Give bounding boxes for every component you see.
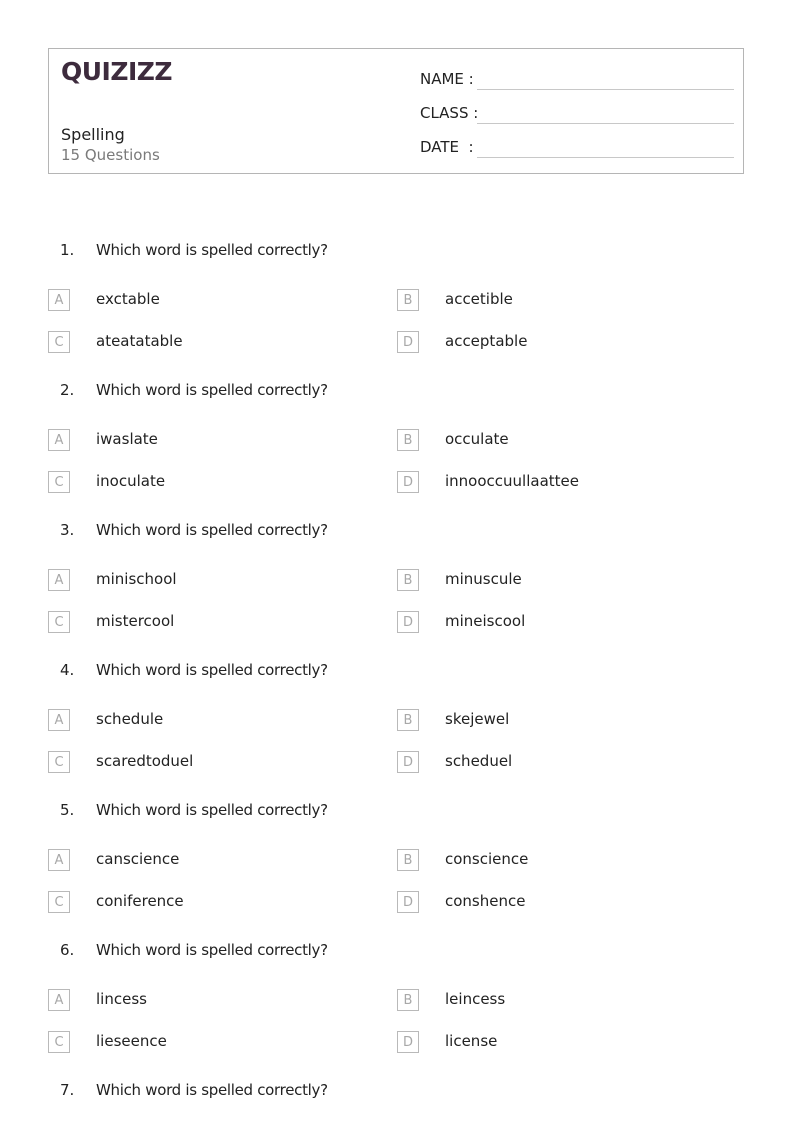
question-text: Which word is spelled correctly? [96,1081,328,1099]
answer-option[interactable] [397,289,697,313]
option-text: coniference [96,892,184,910]
option-text: exctable [96,290,160,308]
question-text: Which word is spelled correctly? [96,241,328,259]
answer-option[interactable] [397,611,697,635]
option-letter-box[interactable]: A [48,289,70,311]
date-field[interactable] [420,134,734,158]
question-number: 4. [60,661,75,679]
question-number: 3. [60,521,75,539]
option-text: canscience [96,850,180,868]
answer-option[interactable] [48,331,348,355]
question [0,801,794,825]
option-text: license [445,1032,498,1050]
answer-option[interactable] [48,751,348,775]
question [0,1081,794,1105]
option-letter-box[interactable]: C [48,611,70,633]
option-letter-box[interactable]: C [48,471,70,493]
option-text: lincess [96,990,147,1008]
answer-option[interactable] [48,849,348,873]
option-letter-box[interactable]: A [48,569,70,591]
option-letter-box[interactable]: B [397,849,419,871]
option-text: iwaslate [96,430,158,448]
question [0,661,794,685]
option-text: skejewel [445,710,510,728]
option-letter-box[interactable]: D [397,891,419,913]
question-number: 5. [60,801,75,819]
option-letter-box[interactable]: B [397,709,419,731]
option-letter-box[interactable]: A [48,849,70,871]
answer-option[interactable] [397,709,697,733]
question-text: Which word is spelled correctly? [96,941,328,959]
answer-option[interactable] [397,429,697,453]
question [0,241,794,265]
option-text: inoculate [96,472,166,490]
question-number: 2. [60,381,75,399]
answer-option[interactable] [48,891,348,915]
question-number: 1. [60,241,75,259]
question [0,941,794,965]
answer-option[interactable] [48,709,348,733]
option-text: mineiscool [445,612,526,630]
option-letter-box[interactable]: D [397,471,419,493]
option-text: accetible [445,290,513,308]
answer-option[interactable] [397,989,697,1013]
option-letter-box[interactable]: D [397,751,419,773]
quizizz-logo: QUIZIZZ [61,57,173,86]
option-letter-box[interactable]: A [48,429,70,451]
worksheet-title: Spelling [61,125,125,144]
question-count: 15 Questions [61,146,160,164]
option-letter-box[interactable]: A [48,989,70,1011]
answer-option[interactable] [48,1031,348,1055]
class-line[interactable] [477,123,734,124]
option-letter-box[interactable]: D [397,611,419,633]
answer-option[interactable] [48,471,348,495]
answer-option[interactable] [397,331,697,355]
option-letter-box[interactable]: C [48,891,70,913]
option-text: scheduel [445,752,513,770]
question-text: Which word is spelled correctly? [96,801,328,819]
option-letter-box[interactable]: C [48,1031,70,1053]
worksheet-header [48,48,744,174]
answer-option[interactable] [397,751,697,775]
option-text: minuscule [445,570,522,588]
answer-option[interactable] [397,471,697,495]
option-letter-box[interactable]: D [397,331,419,353]
answer-option[interactable] [48,989,348,1013]
option-text: minischool [96,570,177,588]
name-label: NAME : [420,70,474,88]
class-field[interactable] [420,100,734,124]
option-text: ateatatable [96,332,183,350]
answer-option[interactable] [48,429,348,453]
answer-option[interactable] [397,1031,697,1055]
option-letter-box[interactable]: B [397,429,419,451]
answer-option[interactable] [48,569,348,593]
class-label: CLASS : [420,104,479,122]
option-letter-box[interactable]: C [48,331,70,353]
option-text: conshence [445,892,526,910]
date-line[interactable] [477,157,734,158]
question [0,381,794,405]
option-text: schedule [96,710,164,728]
answer-option[interactable] [397,569,697,593]
date-label: DATE : [420,138,474,156]
answer-option[interactable] [397,849,697,873]
option-letter-box[interactable]: B [397,569,419,591]
option-text: occulate [445,430,509,448]
option-text: scaredtoduel [96,752,194,770]
option-letter-box[interactable]: A [48,709,70,731]
option-text: conscience [445,850,529,868]
question-text: Which word is spelled correctly? [96,381,328,399]
question-text: Which word is spelled correctly? [96,661,328,679]
option-text: acceptable [445,332,528,350]
answer-option[interactable] [48,611,348,635]
question-text: Which word is spelled correctly? [96,521,328,539]
option-text: leincess [445,990,506,1008]
name-line[interactable] [477,89,734,90]
answer-option[interactable] [397,891,697,915]
option-letter-box[interactable]: B [397,289,419,311]
option-text: innooccuullaattee [445,472,579,490]
option-text: lieseence [96,1032,167,1050]
question-number: 7. [60,1081,75,1099]
question-number: 6. [60,941,75,959]
option-letter-box[interactable]: D [397,1031,419,1053]
option-letter-box[interactable]: C [48,751,70,773]
question [0,521,794,545]
name-field[interactable] [420,66,734,90]
option-letter-box[interactable]: B [397,989,419,1011]
option-text: mistercool [96,612,175,630]
answer-option[interactable] [48,289,348,313]
